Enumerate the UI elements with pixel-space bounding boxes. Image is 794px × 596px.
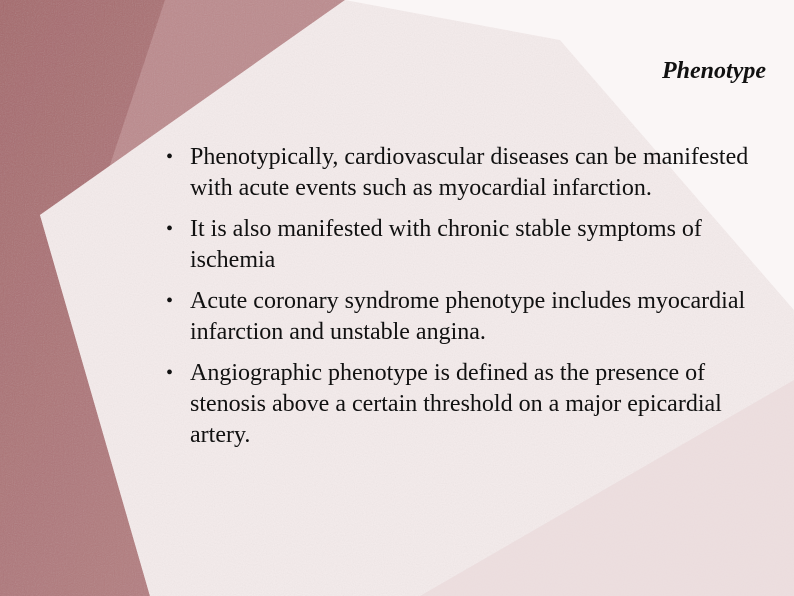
slide-title: Phenotype [662,58,766,84]
bullet-text: Acute coronary syndrome phenotype includes myocardial infarction and unstable angina. [190,288,746,345]
bullet-text: Angiographic phenotype is defined as the presence of stenosis above a certain threshold on a major epicardial artery. [190,360,722,448]
bullet-dot-icon: • [166,290,174,312]
bullet-dot-icon: • [166,218,174,240]
bullet-item [166,214,766,276]
bullet-dot-icon: • [166,146,174,168]
bullet-item [166,286,766,348]
bullet-text: Phenotypically, cardiovascular diseases can be manifested with acute events such as myocardial infarction. [190,144,749,201]
bullet-text: It is also manifested with chronic stable symptoms of ischemia [190,216,702,273]
bullet-item [166,142,766,204]
bullet-item [166,358,766,451]
bullet-list [166,142,766,461]
bullet-dot-icon: • [166,362,174,384]
